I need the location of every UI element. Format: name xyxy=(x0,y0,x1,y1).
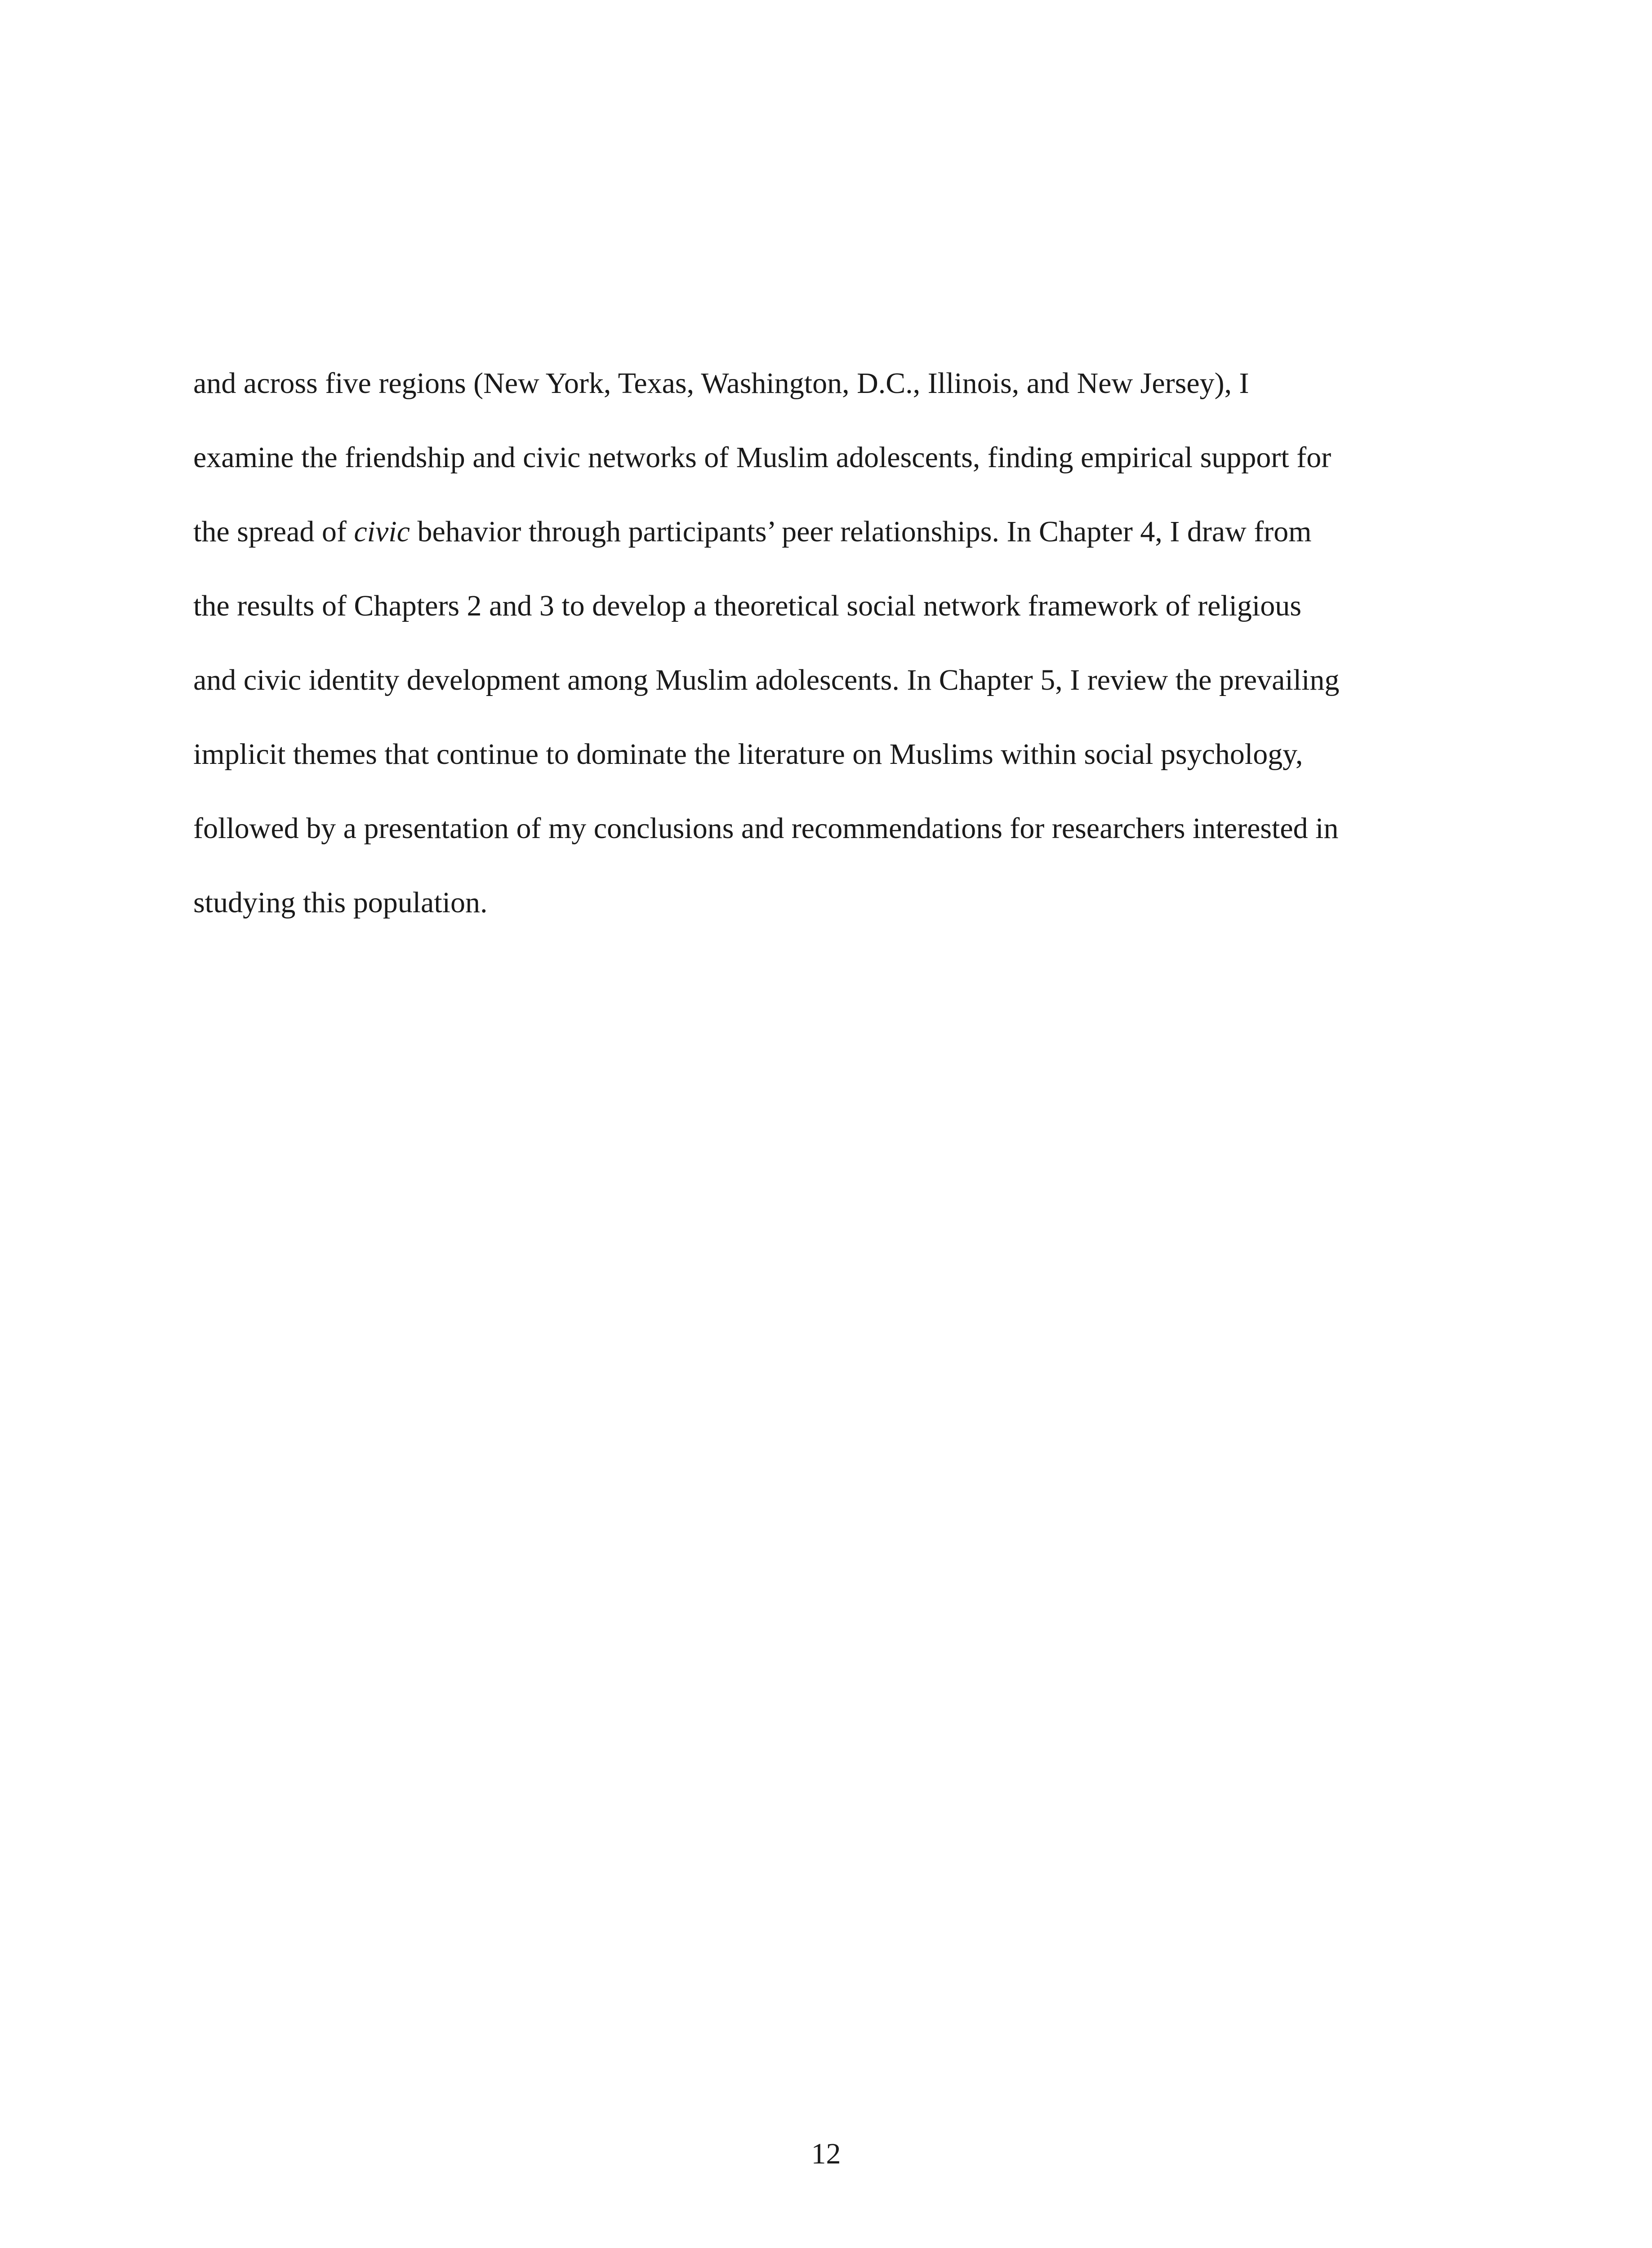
line-text: implicit themes that continue to dominate the literature on Muslims within social psychology, xyxy=(193,738,1303,771)
line-text: studying this population. xyxy=(193,886,488,919)
line-text: behavior through participants’ peer relationships. In Chapter 4, I draw from xyxy=(410,515,1312,548)
line-text: the results of Chapters 2 and 3 to develop a theoretical social network framework of religious xyxy=(193,589,1302,622)
paragraph-line xyxy=(193,443,1470,517)
paragraph-line xyxy=(193,814,1470,888)
line-text: examine the friendship and civic networks of Muslim adolescents, finding empirical support for xyxy=(193,441,1331,474)
paragraph-line xyxy=(193,369,1470,443)
paragraph-line xyxy=(193,740,1470,814)
body-paragraph xyxy=(193,369,1470,962)
paragraph-line xyxy=(193,517,1470,591)
line-text: and civic identity development among Muslim adolescents. In Chapter 5, I review the prevailing xyxy=(193,664,1340,696)
paragraph-line xyxy=(193,591,1470,665)
emphasized-word: civic xyxy=(354,515,410,548)
page-number: 12 xyxy=(811,2137,841,2170)
line-text: the spread of xyxy=(193,515,354,548)
line-text: and across five regions (New York, Texas, Washington, D.C., Illinois, and New Jersey), I xyxy=(193,367,1249,400)
paragraph-line xyxy=(193,665,1470,740)
line-text: followed by a presentation of my conclusions and recommendations for researchers interested in xyxy=(193,812,1339,845)
paragraph-line xyxy=(193,888,1470,962)
